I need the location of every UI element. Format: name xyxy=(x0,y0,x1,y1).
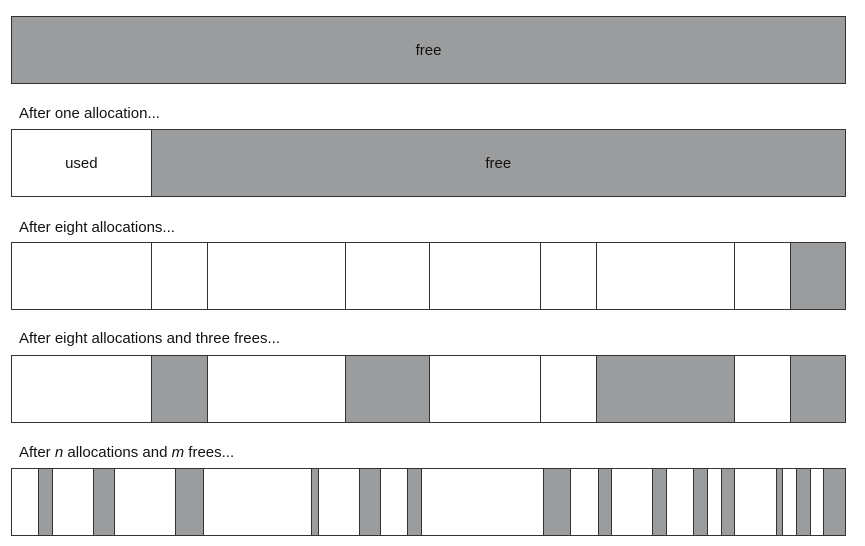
used-block xyxy=(422,469,544,535)
free-block xyxy=(653,469,667,535)
used-block xyxy=(152,243,208,309)
caption-prefix: After xyxy=(19,444,55,461)
memory-bar-eight-allocations xyxy=(11,242,846,310)
used-block xyxy=(811,469,825,535)
free-block xyxy=(722,469,736,535)
used-block xyxy=(612,469,653,535)
free-block xyxy=(777,469,784,535)
caption-mid: allocations and xyxy=(63,444,172,461)
memory-bar-n-allocations-m-frees xyxy=(11,468,846,536)
used-block xyxy=(204,469,313,535)
used-block xyxy=(708,469,722,535)
block-label: used xyxy=(65,154,98,172)
used-block xyxy=(541,356,597,422)
free-block xyxy=(39,469,53,535)
used-block xyxy=(783,469,797,535)
caption-n-allocations-m-frees xyxy=(19,444,234,462)
free-block xyxy=(346,356,430,422)
used-block xyxy=(319,469,360,535)
free-block xyxy=(694,469,708,535)
free-block xyxy=(544,469,571,535)
free-block xyxy=(408,469,422,535)
used-block xyxy=(12,356,152,422)
used-block xyxy=(208,243,347,309)
free-block xyxy=(152,130,845,196)
used-block xyxy=(12,469,39,535)
used-block xyxy=(571,469,598,535)
free-block xyxy=(791,243,845,309)
used-block xyxy=(735,243,791,309)
memory-bar-one-allocation xyxy=(11,129,846,197)
caption-m: m xyxy=(171,444,185,461)
used-block xyxy=(430,356,541,422)
used-block xyxy=(208,356,347,422)
used-block xyxy=(115,469,177,535)
free-block xyxy=(824,469,845,535)
free-block xyxy=(597,356,736,422)
memory-bar-eight-allocations-three-frees xyxy=(11,355,846,423)
free-block xyxy=(360,469,381,535)
memory-bar-initial xyxy=(11,16,846,84)
used-block xyxy=(346,243,430,309)
used-block xyxy=(735,356,791,422)
caption-eight-allocations: After eight allocations... xyxy=(19,219,175,236)
used-block xyxy=(430,243,541,309)
used-block xyxy=(12,243,152,309)
free-block xyxy=(176,469,203,535)
caption-n: n xyxy=(54,444,64,461)
used-block xyxy=(597,243,736,309)
free-block xyxy=(312,469,319,535)
used-block xyxy=(53,469,94,535)
block-label: free xyxy=(485,154,512,172)
block-label: free xyxy=(415,41,442,59)
used-block xyxy=(12,130,152,196)
caption-eight-allocations-three-frees: After eight allocations and three frees... xyxy=(19,330,280,347)
free-block xyxy=(152,356,208,422)
caption-one-allocation: After one allocation... xyxy=(19,105,160,122)
used-block xyxy=(541,243,597,309)
used-block xyxy=(735,469,776,535)
free-block xyxy=(599,469,613,535)
free-block xyxy=(791,356,845,422)
free-block xyxy=(797,469,811,535)
free-block xyxy=(12,17,845,83)
caption-suffix: frees... xyxy=(184,444,235,461)
used-block xyxy=(381,469,408,535)
free-block xyxy=(94,469,115,535)
used-block xyxy=(667,469,694,535)
